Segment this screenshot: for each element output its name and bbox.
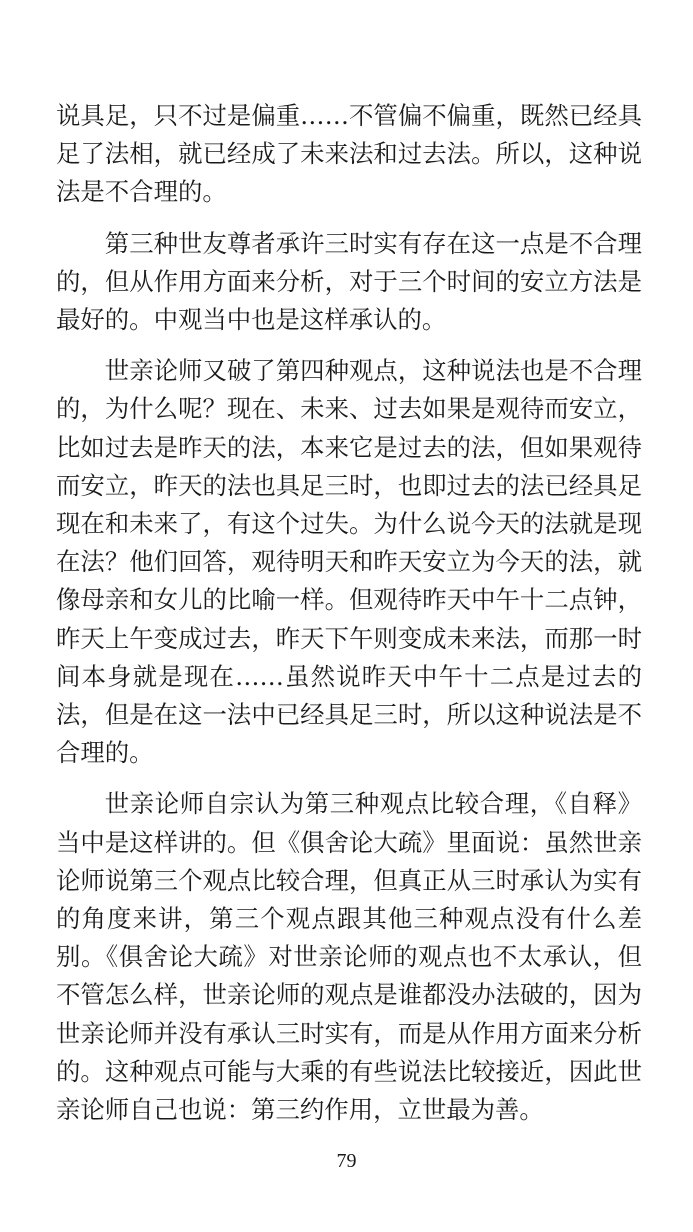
body-text <box>56 97 642 1142</box>
paragraph-third-view: 第三种世友尊者承许三时实有存在这一点是不合理的，但从作用方面来分析，对于三个时间的安立方法是最好的。中观当中也是这样承认的。 <box>56 228 642 335</box>
paragraph-fourth-view: 世亲论师又破了第四种观点，这种说法也是不合理的，为什么呢？现在、未来、过去如果是观待而安立，比如过去是昨天的法，本来它是过去的法，但如果观待而安立，昨天的法也具足三时，也即过去的法已经具足现在和未来了，有这个过失。为什么说今天的法就是现在法？他们回答，观待明天和昨天安立为今天的法，就像母亲和女儿的比喻一样。但观待昨天中午十二点钟，昨天上午变成过去，昨天下午则变成未来法，而那一时间本身就是现在……虽然说昨天中午十二点是过去的法，但是在这一法中已经具足三时，所以这种说法是不合理的。 <box>56 356 642 768</box>
page-number: 79 <box>336 1150 357 1172</box>
paragraph-own-view: 世亲论师自宗认为第三种观点比较合理，《自释》当中是这样讲的。但《俱舍论大疏》里面说：虽然世亲论师说第三个观点比较合理，但真正从三时承认为实有的角度来讲，第三个观点跟其他三种观点没有什么差别。《俱舍论大疏》对世亲论师的观点也不太承认，但不管怎么样，世亲论师的观点是谁都没办法破的，因为世亲论师并没有承认三时实有，而是从作用方面来分析的。这种观点可能与大乘的有些说法比较接近，因此世亲论师自己也说：第三约作用，立世最为善。 <box>56 789 642 1125</box>
paragraph-continuation: 说具足，只不过是偏重……不管偏不偏重，既然已经具足了法相，就已经成了未来法和过去法。所以，这种说法是不合理的。 <box>56 101 642 207</box>
